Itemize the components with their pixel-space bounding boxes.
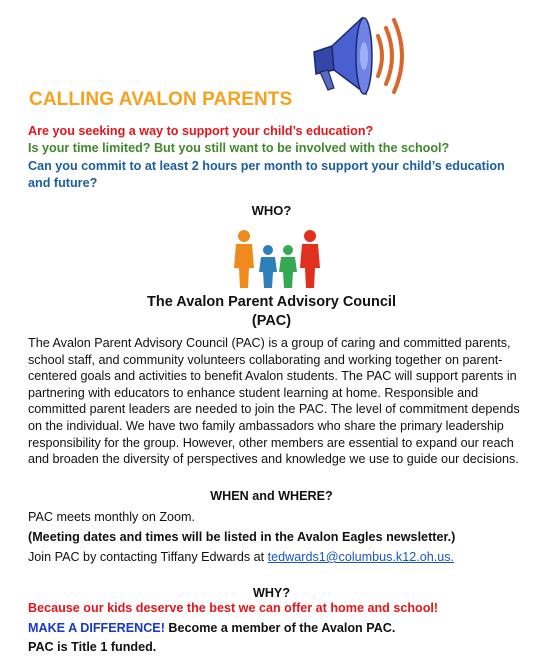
family-group-icon (230, 228, 324, 290)
cta-highlight: MAKE A DIFFERENCE! (28, 621, 165, 635)
question-support: Are you seeking a way to support your child’s education? (28, 124, 374, 138)
contact-line (28, 549, 454, 566)
newsletter-note: (Meeting dates and times will be listed in the Avalon Eagles newsletter.) (28, 530, 456, 544)
why-heading: WHY? (252, 586, 291, 600)
contact-prefix: Join PAC by contacting Tiffany Edwards at (28, 550, 268, 564)
pac-description: The Avalon Parent Advisory Council (PAC) is a group of caring and committed parents, school staff, and community volunteers collaborating and working together on parent-centered goals and activities to benefit Avalon students. The PAC will support parents in partnering with educators to enhance student learning at home. Responsible and committed parent leaders are needed to join the PAC. The level of commitment depends on the individual. We have two family ambassadors who share the primary leadership responsibility for the group. However, other members are essential to expand our reach and broaden the diversity of perspectives and knowledge we use to guide our decisions. (28, 336, 520, 467)
page-title: CALLING AVALON PARENTS (29, 89, 293, 110)
org-title-line2: (PAC) (251, 313, 292, 329)
megaphone-icon (306, 12, 406, 102)
question-time-limited: Is your time limited? But you still want to be involved with the school? (28, 141, 450, 155)
funding-note: PAC is Title 1 funded. (28, 640, 157, 654)
who-heading: WHO? (251, 203, 292, 218)
org-title (0, 293, 543, 331)
when-where-heading: WHEN and WHERE? (210, 489, 333, 503)
call-to-action (28, 620, 395, 637)
contact-email-link[interactable]: tedwards1@columbus.k12.oh.us. (267, 550, 455, 564)
cta-rest: Become a member of the Avalon PAC. (164, 621, 396, 635)
question-commitment: Can you commit to at least 2 hours per month to support your child’s education and future? (28, 159, 505, 190)
org-title-line1: The Avalon Parent Advisory Council (147, 294, 396, 310)
why-reason: Because our kids deserve the best we can offer at home and school! (28, 601, 439, 615)
meeting-frequency: PAC meets monthly on Zoom. (28, 510, 196, 524)
